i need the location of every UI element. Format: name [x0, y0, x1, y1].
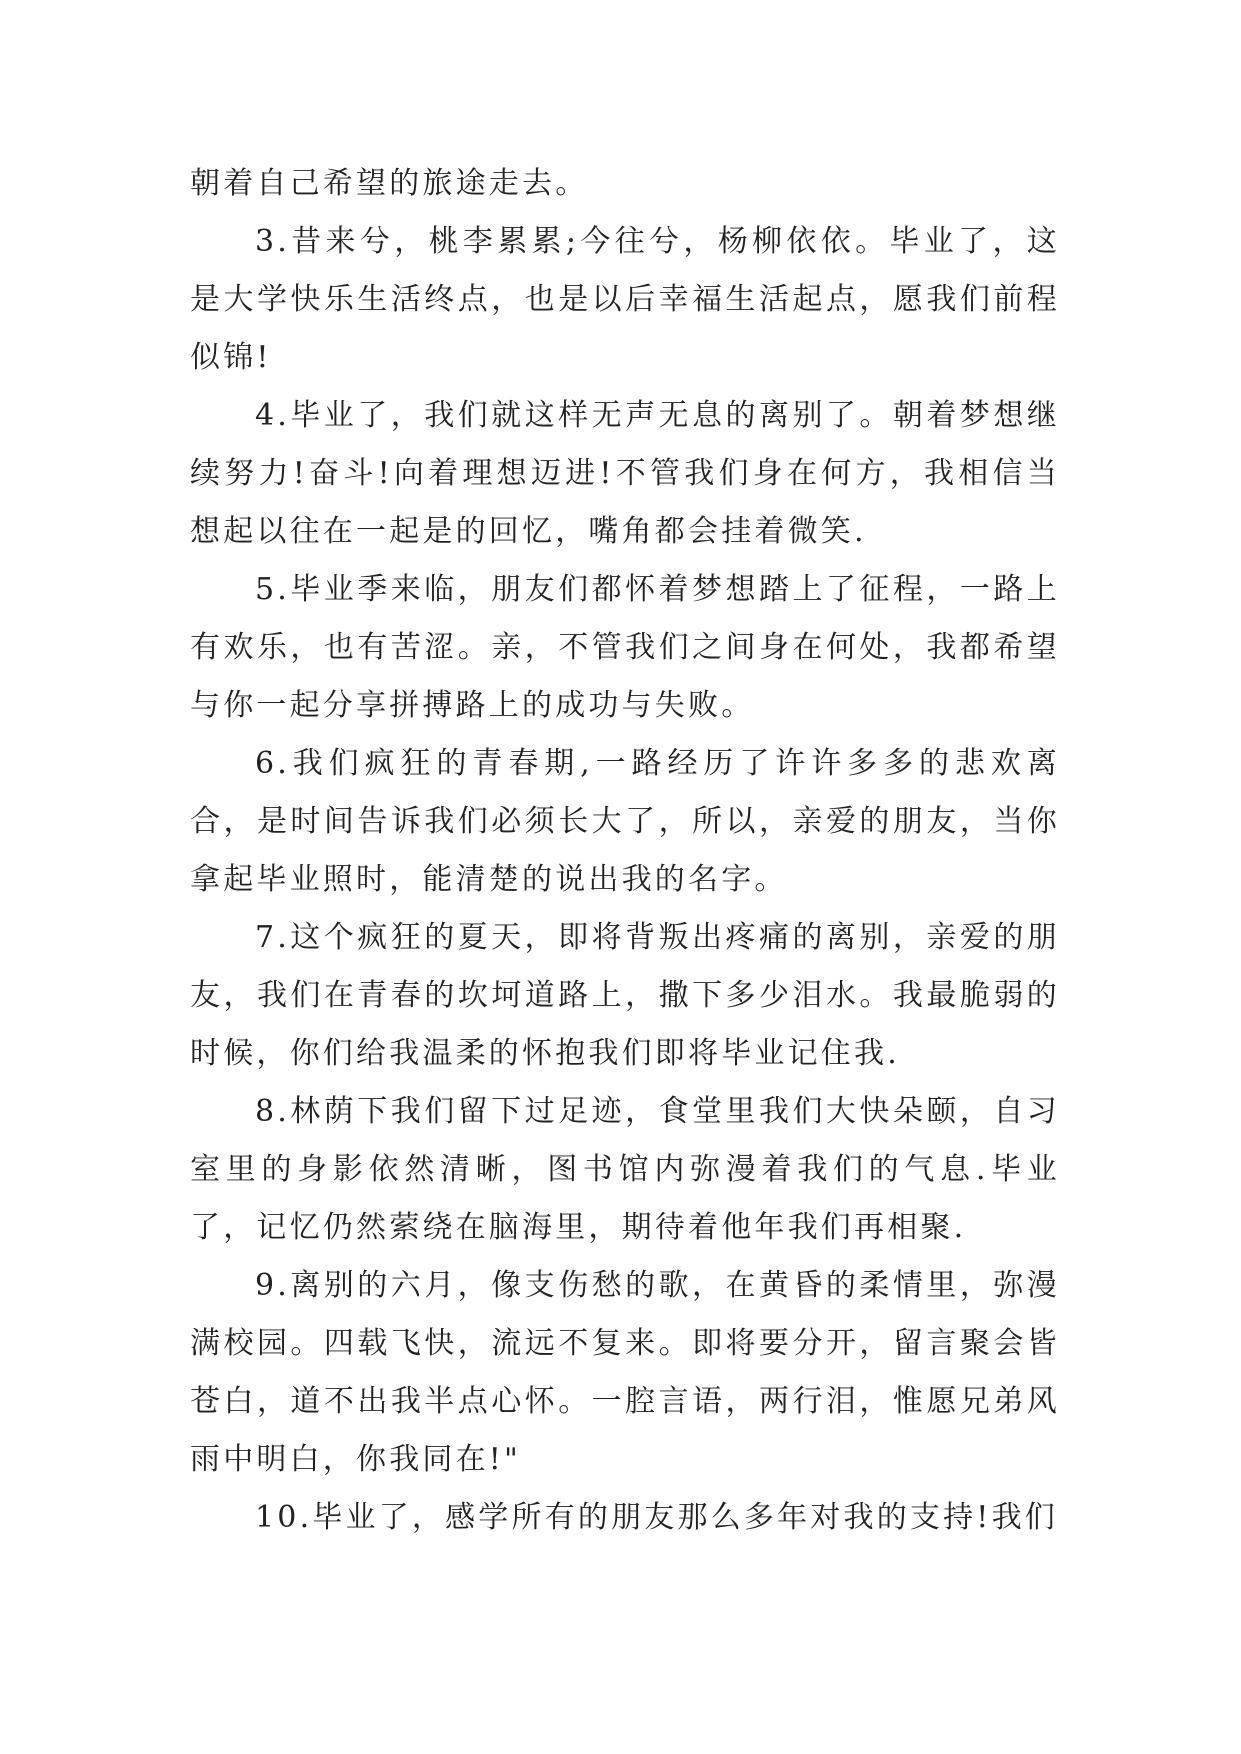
list-item-6: 6.我们疯狂的青春期,一路经历了许许多多的悲欢离合，是时间告诉我们必须长大了，所以，亲爱的朋友，当你拿起毕业照时，能清楚的说出我的名字。	[190, 746, 1060, 897]
list-item-3: 3.昔来兮，桃李累累;今往兮，杨柳依依。毕业了，这是大学快乐生活终点，也是以后幸福生活起点，愿我们前程似锦!	[190, 224, 1060, 375]
list-item-9: 9.离别的六月，像支伤愁的歌，在黄昏的柔情里，弥漫满校园。四载飞快，流远不复来。即将要分开，留言聚会皆苍白，道不出我半点心怀。一腔言语，两行泪，惟愿兄弟风雨中明白，你我同在!"	[190, 1268, 1060, 1477]
list-item-7: 7.这个疯狂的夏天，即将背叛出疼痛的离别，亲爱的朋友，我们在青春的坎坷道路上，撒下多少泪水。我最脆弱的时候，你们给我温柔的怀抱我们即将毕业记住我.	[190, 920, 1060, 1071]
list-item-5: 5.毕业季来临，朋友们都怀着梦想踏上了征程，一路上有欢乐，也有苦涩。亲，不管我们之间身在何处，我都希望与你一起分享拼搏路上的成功与失败。	[190, 572, 1060, 723]
list-item-4: 4.毕业了，我们就这样无声无息的离别了。朝着梦想继续努力!奋斗!向着理想迈进!不管我们身在何方，我相信当想起以往在一起是的回忆，嘴角都会挂着微笑.	[190, 398, 1060, 549]
list-item-8: 8.林荫下我们留下过足迹，食堂里我们大快朵颐，自习室里的身影依然清晰，图书馆内弥漫着我们的气息.毕业了，记忆仍然萦绕在脑海里，期待着他年我们再相聚.	[190, 1094, 1060, 1245]
paragraph-continuation: 朝着自己希望的旅途走去。	[190, 166, 589, 201]
document-body	[190, 155, 1060, 1547]
list-item-10: 10.毕业了，感学所有的朋友那么多年对我的支持!我们	[255, 1500, 1058, 1535]
